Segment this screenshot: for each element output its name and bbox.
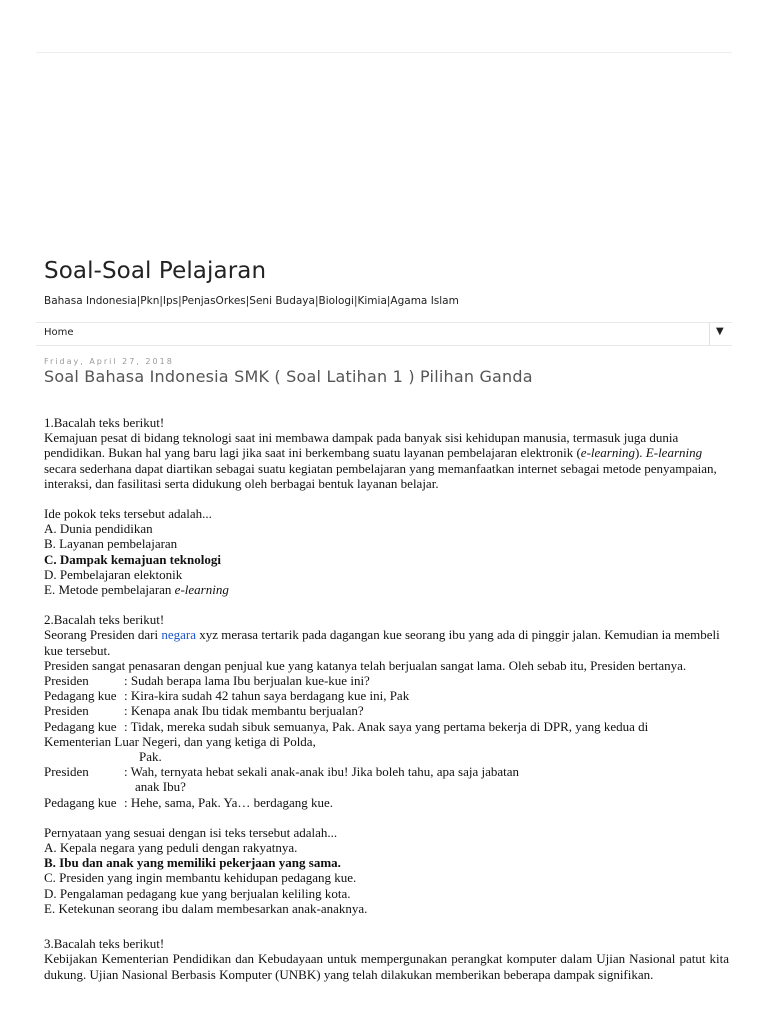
q2-option-b: B. Ibu dan anak yang memiliki pekerjaan yang sama. <box>44 855 341 871</box>
q1-option-a: A. Dunia pendidikan <box>44 521 153 537</box>
q2-option-e: E. Ketekunan seorang ibu dalam membesarkan anak-anaknya. <box>44 900 368 916</box>
blog-description: Bahasa Indonesia|Pkn|Ips|PenjasOrkes|Seni Budaya|Biologi|Kimia|Agama Islam <box>44 295 459 307</box>
q3-passage: Kebijakan Kementerian Pendidikan dan Kebudayaan untuk mempergunakan perangkat komputer dalam Ujian Nasional patut kita dukung. Ujian Nasional Berbasis Komputer (UNBK) yang telah dilakukan memberikan beberapa dampak signifikan. <box>44 951 729 982</box>
nav-home-link[interactable]: Home <box>44 327 74 338</box>
dialog-continuation: Kementerian Luar Negeri, dan yang ketiga di Polda, <box>44 733 316 749</box>
q1-question: Ide pokok teks tersebut adalah... <box>44 506 212 522</box>
q1-passage: Kemajuan pesat di bidang teknologi saat ini membawa dampak pada banyak sisi kehidupan manusia, termasuk juga dunia pendidikan. Bukan hal yang baru lagi jika saat ini berkembang suatu layanan pembelajaran elektronik (e-learning). E-learning secara sederhana dapat diartikan sebagai suatu kegiatan pembelajaran yang memanfaatkan internet sebagai metode penyampaian, interaksi, dan fasilitasi serta didukung oleh berbagai bentuk layanan belajar. <box>44 430 717 491</box>
q2-option-a: A. Kepala negara yang peduli dengan rakyatnya. <box>44 840 298 856</box>
q1-option-c: C. Dampak kemajuan teknologi <box>44 551 221 567</box>
dialog-line: Pedagang kue : Kira-kira sudah 42 tahun saya berdagang kue ini, Pak <box>44 688 410 704</box>
q2-intro2: Presiden sangat penasaran dengan penjual kue yang katanya telah berjualan sangat lama. Oleh sebab itu, Presiden bertanya. <box>44 657 687 673</box>
post-title[interactable]: Soal Bahasa Indonesia SMK ( Soal Latihan 1 ) Pilihan Ganda <box>44 367 533 386</box>
dialog-continuation: anak Ibu? <box>135 779 186 795</box>
post-date: Friday, April 27, 2018 <box>44 357 174 366</box>
q1-option-d: D. Pembelajaran elektonik <box>44 566 183 582</box>
q2-option-d: D. Pengalaman pedagang kue yang berjualan keliling kota. <box>44 885 351 901</box>
header-divider <box>36 52 732 53</box>
dialog-continuation: Pak. <box>139 749 162 765</box>
dropdown-arrow-icon[interactable]: ▼ <box>716 326 724 337</box>
nav-divider <box>709 323 710 345</box>
dialog-line: Presiden : Wah, ternyata hebat sekali anak-anak ibu! Jika boleh tahu, apa saja jabatan <box>44 764 520 780</box>
negara-link[interactable]: negara <box>161 627 196 643</box>
dialog-line: Presiden : Sudah berapa lama Ibu berjualan kue-kue ini? <box>44 673 370 689</box>
q1-heading: 1.Bacalah teks berikut! <box>44 415 165 430</box>
nav-bar <box>36 322 732 346</box>
dialog-line: Presiden : Kenapa anak Ibu tidak membantu berjualan? <box>44 703 364 719</box>
q3-heading: 3.Bacalah teks berikut! <box>44 936 165 952</box>
q2-intro: Seorang Presiden dari negara xyz merasa tertarik pada dagangan kue seorang ibu yang ada di pinggir jalan. Kemudian ia membeli kue tersebut. <box>44 627 720 658</box>
q1-option-e: E. Metode pembelajaran e-learning <box>44 582 229 598</box>
q2-question: Pernyataan yang sesuai dengan isi teks tersebut adalah... <box>44 824 338 840</box>
q2-heading: 2.Bacalah teks berikut! <box>44 612 165 628</box>
dialog-line: Pedagang kue : Tidak, mereka sudah sibuk semuanya, Pak. Anak saya yang pertama bekerja di DPR, yang kedua di <box>44 718 649 734</box>
q2-option-c: C. Presiden yang ingin membantu kehidupan pedagang kue. <box>44 870 357 886</box>
post-body <box>44 415 729 982</box>
q1-option-b: B. Layanan pembelajaran <box>44 536 178 552</box>
blog-title[interactable]: Soal-Soal Pelajaran <box>44 258 267 284</box>
dialog-line: Pedagang kue : Hehe, sama, Pak. Ya… berdagang kue. <box>44 794 334 810</box>
